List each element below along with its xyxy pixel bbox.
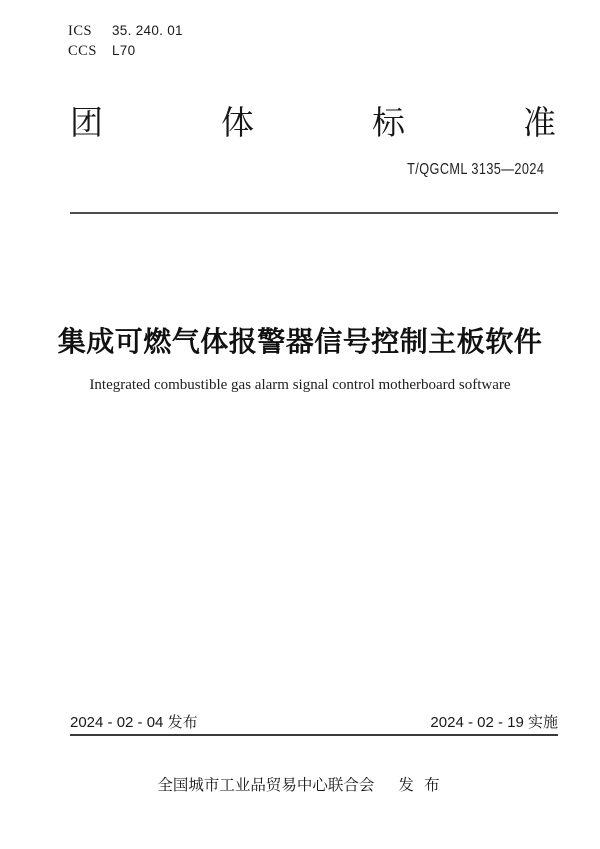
- ics-value: 35. 240. 01: [112, 23, 183, 38]
- implement-date: 2024 - 02 - 19 实施: [430, 714, 558, 731]
- footer-rule: [70, 734, 558, 736]
- ccs-label: CCS: [68, 43, 97, 59]
- title-chinese: 集成可燃气体报警器信号控制主板软件: [57, 326, 543, 357]
- doc-type-char: 团: [70, 104, 103, 141]
- publish-action-label: 发 布: [398, 777, 443, 794]
- issue-date: 2024 - 02 - 04 发布: [70, 714, 198, 731]
- header-rule: [70, 212, 558, 214]
- doc-type-char: 标: [372, 104, 405, 141]
- ics-label: ICS: [68, 23, 93, 39]
- classification-codes: [68, 21, 183, 61]
- standard-number: T/QGCML 3135—2024: [406, 161, 544, 178]
- ccs-value: L70: [112, 43, 136, 58]
- footer-dates: [70, 711, 558, 732]
- ics-code-row: [68, 21, 183, 41]
- doc-type-heading: [70, 105, 556, 141]
- title-english: Integrated combustible gas alarm signal control motherboard software: [89, 377, 511, 393]
- publisher-row: [0, 773, 600, 795]
- doc-type-char: 体: [221, 104, 254, 141]
- ccs-code-row: [68, 41, 183, 61]
- publisher-name: 全国城市工业品贸易中心联合会: [157, 777, 375, 794]
- doc-type-char: 准: [523, 104, 556, 141]
